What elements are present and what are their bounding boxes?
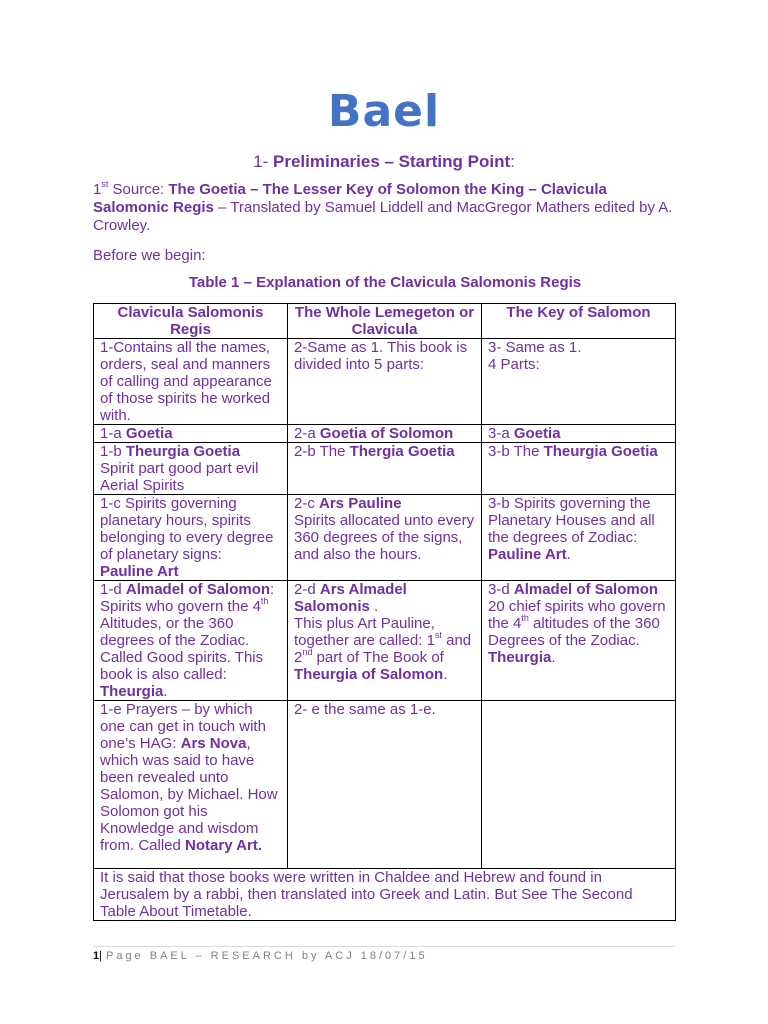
cell-text: Spirits who govern the 4 [100, 598, 261, 615]
header-cell: The Key of Salomon [482, 304, 676, 339]
cell-sup: th [521, 613, 529, 623]
table-cell [482, 581, 676, 701]
cell-text: . [443, 666, 448, 683]
cell-bold: Ars Almadel Salomonis [294, 581, 407, 615]
cell-bold: Almadel of Salomon [125, 581, 271, 598]
cell-sup: nd [302, 647, 313, 657]
cell-text: : [270, 581, 275, 598]
heading-number: 1- [253, 152, 269, 171]
table-cell [288, 443, 482, 495]
cell-sup: st [434, 630, 442, 640]
cell-text: 1-e Prayers – by which one can get in touch with one’s HAG: [100, 701, 266, 752]
cell-text: 2-b The [294, 443, 350, 460]
cell-text: 2-c [294, 495, 320, 512]
cell-bold: Goetia [513, 425, 561, 442]
cell-text: 1-c Spirits governing planetary hours, spirits belonging to every degree of planetary signs: [100, 495, 274, 563]
cell-text: part of The Book of [312, 649, 444, 666]
table-cell [94, 581, 288, 701]
table-cell [94, 701, 288, 869]
page-number: 1 [93, 950, 100, 962]
cell-bold: Theurgia [100, 683, 164, 700]
cell-text: 1-d [100, 581, 126, 598]
source-title: The Goetia – The Lesser Key of Solomon the King – Clavicula Salomonic Regis [93, 181, 607, 216]
table-cell [94, 425, 288, 443]
cell-bold: Notary Art. [185, 837, 262, 854]
table-row [94, 339, 676, 425]
cell-text: 3-d [488, 581, 514, 598]
source-prefix: 1 [93, 181, 102, 198]
cell-bold: Theurgia of Salomon [294, 666, 444, 683]
cell-text: Altitudes, or the 360 degrees of the Zodiac. Called Good spirits. This book is also called: [100, 615, 264, 683]
table-header-row [94, 304, 676, 339]
clavicula-table [93, 303, 676, 921]
footer-text: Page BAEL – RESEARCH by ACJ 18/07/15 [105, 950, 428, 962]
cell-text: 2-d [294, 581, 320, 598]
document-title: Bael [327, 86, 441, 137]
table-cell: 2-Same as 1. This book is divided into 5 parts: [288, 339, 482, 425]
cell-bold: Pauline Art [100, 563, 179, 580]
cell-text: . [551, 649, 556, 666]
cell-text: 20 chief spirits who govern the 4 [488, 598, 666, 632]
cell-text: 3-b The [488, 443, 544, 460]
cell-text: . [566, 546, 571, 563]
table-cell [482, 701, 676, 869]
section-heading [0, 152, 768, 172]
heading-colon: : [510, 152, 515, 171]
cell-sup: th [260, 596, 269, 606]
cell-bold: Thergia Goetia [349, 443, 455, 460]
table-cell [288, 495, 482, 581]
table-row [94, 443, 676, 495]
header-cell: The Whole Lemegeton or Clavicula [288, 304, 482, 339]
cell-bold: Goetia of Solomon [319, 425, 454, 442]
cell-bold: Theurgia [488, 649, 552, 666]
cell-bold: Ars Pauline [319, 495, 402, 512]
table-row [94, 495, 676, 581]
table-caption: Table 1 – Explanation of the Clavicula Salomonis Regis [188, 274, 582, 291]
cell-bold: Pauline Art [488, 546, 567, 563]
cell-bold: Goetia [125, 425, 173, 442]
table-row [94, 581, 676, 701]
cell-bold: Almadel of Salomon [513, 581, 659, 598]
cell-text: . [369, 598, 379, 615]
cell-text: 4 Parts: [488, 356, 540, 373]
table-cell [288, 425, 482, 443]
table-cell [482, 495, 676, 581]
cell-text: Spirits allocated unto every 360 degrees of the signs, and also the hours. [294, 512, 475, 563]
before-paragraph: Before we begin: [93, 247, 206, 264]
table-row [94, 425, 676, 443]
cell-text: Spirit part good part evil Aerial Spirits [100, 460, 259, 494]
table-row [94, 701, 676, 869]
footer-divider [93, 946, 675, 947]
table-cell [94, 443, 288, 495]
cell-text: 3-b Spirits governing the Planetary Houses and all the degrees of Zodiac: [488, 495, 655, 546]
cell-text: , which was said to have been revealed unto Salomon, by Michael. How Solomon got his Knowledge and wisdom from. Called [100, 735, 278, 854]
cell-text: 1-a [100, 425, 126, 442]
cell-text: . [163, 683, 168, 700]
table-cell [482, 443, 676, 495]
table-cell: 1-Contains all the names, orders, seal and manners of calling and appearance of those spirits he worked with. [94, 339, 288, 425]
cell-bold: Theurgia Goetia [543, 443, 658, 460]
cell-text: 2-a [294, 425, 320, 442]
table-cell [288, 581, 482, 701]
source-sup: st [101, 179, 109, 189]
footer-separator: | [99, 950, 102, 962]
table-cell: 2- e the same as 1-e. [288, 701, 482, 869]
table-note-cell: It is said that those books were written in Chaldee and Hebrew and found in Jerusalem by a rabbi, then translated into Greek and Latin. But See The Second Table About Timetable. [94, 869, 676, 921]
source-paragraph [93, 181, 683, 235]
source-label: Source: [108, 181, 169, 198]
table-cell [482, 339, 676, 425]
cell-text: 3- Same as 1. [488, 339, 582, 356]
cell-bold: Ars Nova [180, 735, 247, 752]
cell-text: altitudes of the 360 Degrees of the Zodiac. [488, 615, 660, 649]
cell-text: and 2 [294, 632, 472, 666]
table-cell [94, 495, 288, 581]
header-cell: Clavicula Salomonis Regis [94, 304, 288, 339]
cell-text: This plus Art Pauline, together are called: 1 [294, 615, 435, 649]
cell-text: 3-a [488, 425, 514, 442]
table-row [94, 869, 676, 921]
cell-text: 1-b [100, 443, 126, 460]
cell-bold: Theurgia Goetia [125, 443, 241, 460]
page-footer [93, 950, 428, 962]
source-rest: – Translated by Samuel Liddell and MacGregor Mathers edited by A. Crowley. [93, 199, 673, 234]
heading-text: Preliminaries – Starting Point [273, 152, 511, 171]
table-cell [482, 425, 676, 443]
